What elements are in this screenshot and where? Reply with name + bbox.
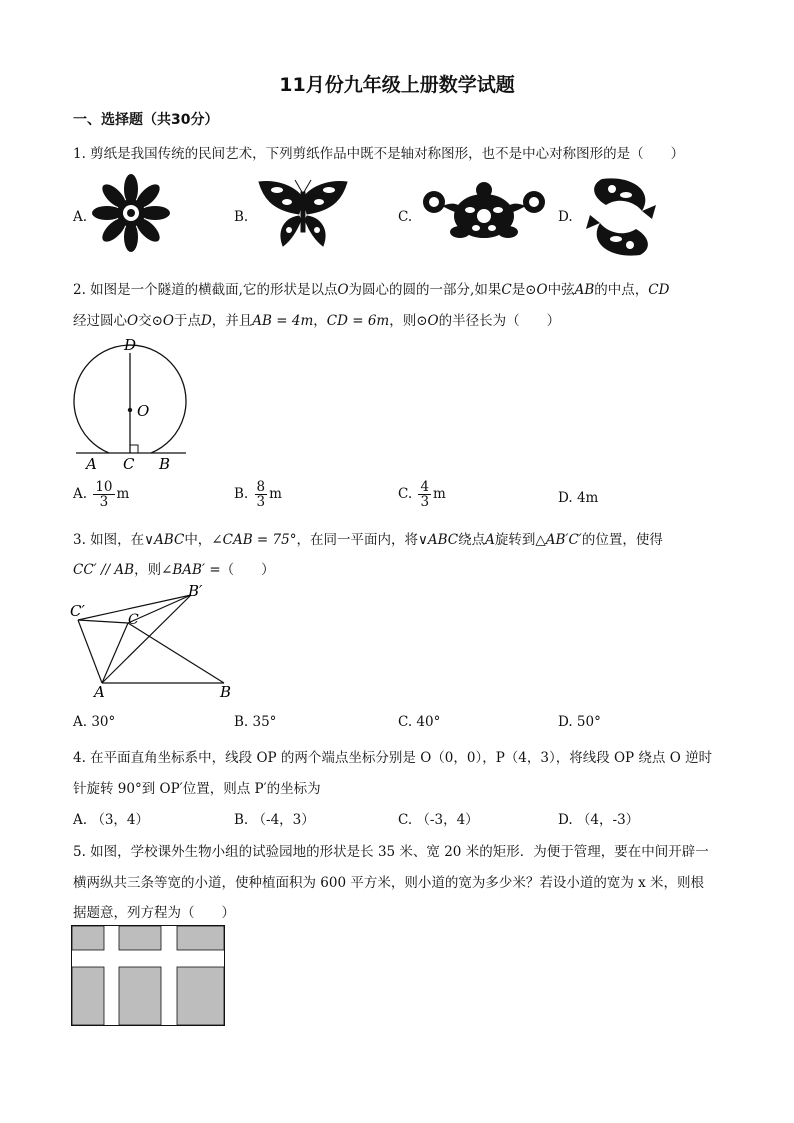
q1-text: 1. 剪纸是我国传统的民间艺术，下列剪纸作品中既不是轴对称图形，也不是中心对称图形的是（ ）	[73, 146, 685, 162]
q1-option-a[interactable]: A.	[73, 209, 88, 225]
label-o: O	[137, 402, 150, 420]
q5-text-line2: 横两纵共三条等宽的小道，使种植面积为 600 平方米，则小道的宽为多少米？若设小道的宽为 x 米，则根	[73, 875, 705, 891]
label-c-prime: C′	[70, 602, 85, 620]
q4-option-d[interactable]: D. （4，-3）	[558, 812, 640, 828]
page-title: 11月份九年级上册数学试题	[279, 74, 515, 96]
q4-text-line1: 4. 在平面直角坐标系中，线段 OP 的两个端点坐标分别是 O（0，0），P（4，3），将线段 OP 绕点 O 逆时	[73, 750, 713, 766]
fish-pair-papercut-icon	[582, 175, 660, 259]
q3-option-b[interactable]: B. 35°	[234, 714, 277, 730]
q4-option-b[interactable]: B. （-4，3）	[234, 812, 315, 828]
floral-vine-papercut-icon	[420, 180, 548, 250]
rotation-figure	[66, 580, 246, 702]
q1-option-d[interactable]: D.	[558, 209, 573, 225]
q2-text-line2: 经过圆心O交⊙O于点D，并且AB = 4m，CD = 6m，则⊙O的半径长为（ ）	[73, 313, 561, 329]
label-c: C	[128, 612, 139, 628]
q2-option-d[interactable]: D. 4m	[558, 490, 599, 506]
q4-option-a[interactable]: A. （3，4）	[73, 812, 150, 828]
q2-option-c[interactable]: C. $\frac{4}{3}$ m	[398, 479, 446, 511]
q3-text-line1: 3. 如图，在∨ABC中，∠CAB = 75°，在同一平面内，将∨ABC绕点A旋转到△AB′C′的位置，使得	[73, 532, 663, 548]
q5-text-line3: 据题意，列方程为（ ）	[73, 905, 235, 921]
section-heading: 一、选择题（共30分）	[73, 112, 219, 128]
label-a: A	[94, 683, 105, 701]
q3-text-line2: CC′ // AB，则∠BAB′ =（ ）	[73, 562, 275, 578]
label-a: A	[86, 455, 97, 473]
tunnel-figure	[66, 334, 196, 474]
label-b: B	[159, 455, 171, 473]
q2-text-line1: 2. 如图是一个隧道的横截面,它的形状是以点O为圆心的圆的一部分,如果C是⊙O中弦AB的中点，CD	[73, 282, 670, 298]
q4-text-line2: 针旋转 90°到 OP′位置，则点 P′的坐标为	[73, 781, 321, 797]
butterfly-papercut-icon	[255, 178, 351, 252]
label-b: B	[220, 683, 232, 701]
flower-papercut-icon	[92, 172, 170, 254]
q3-option-d[interactable]: D. 50°	[558, 714, 601, 730]
label-c: C	[123, 455, 135, 473]
garden-plot-figure	[71, 925, 226, 1027]
label-d: D	[124, 336, 137, 354]
label-b-prime: B′	[188, 582, 203, 600]
q2-option-b[interactable]: B. $\frac{8}{3}$ m	[234, 479, 282, 511]
q3-option-c[interactable]: C. 40°	[398, 714, 441, 730]
q4-option-c[interactable]: C. （-3，4）	[398, 812, 479, 828]
q1-option-c[interactable]: C.	[398, 209, 413, 225]
q5-text-line1: 5. 如图，学校课外生物小组的试验园地的形状是长 35 米、宽 20 米的矩形．为便于管理，要在中间开辟一	[73, 844, 709, 860]
q2-option-a[interactable]: A. $\frac{10}{3}$ m	[73, 479, 130, 511]
q3-option-a[interactable]: A. 30°	[73, 714, 116, 730]
q1-option-b[interactable]: B.	[234, 209, 249, 225]
